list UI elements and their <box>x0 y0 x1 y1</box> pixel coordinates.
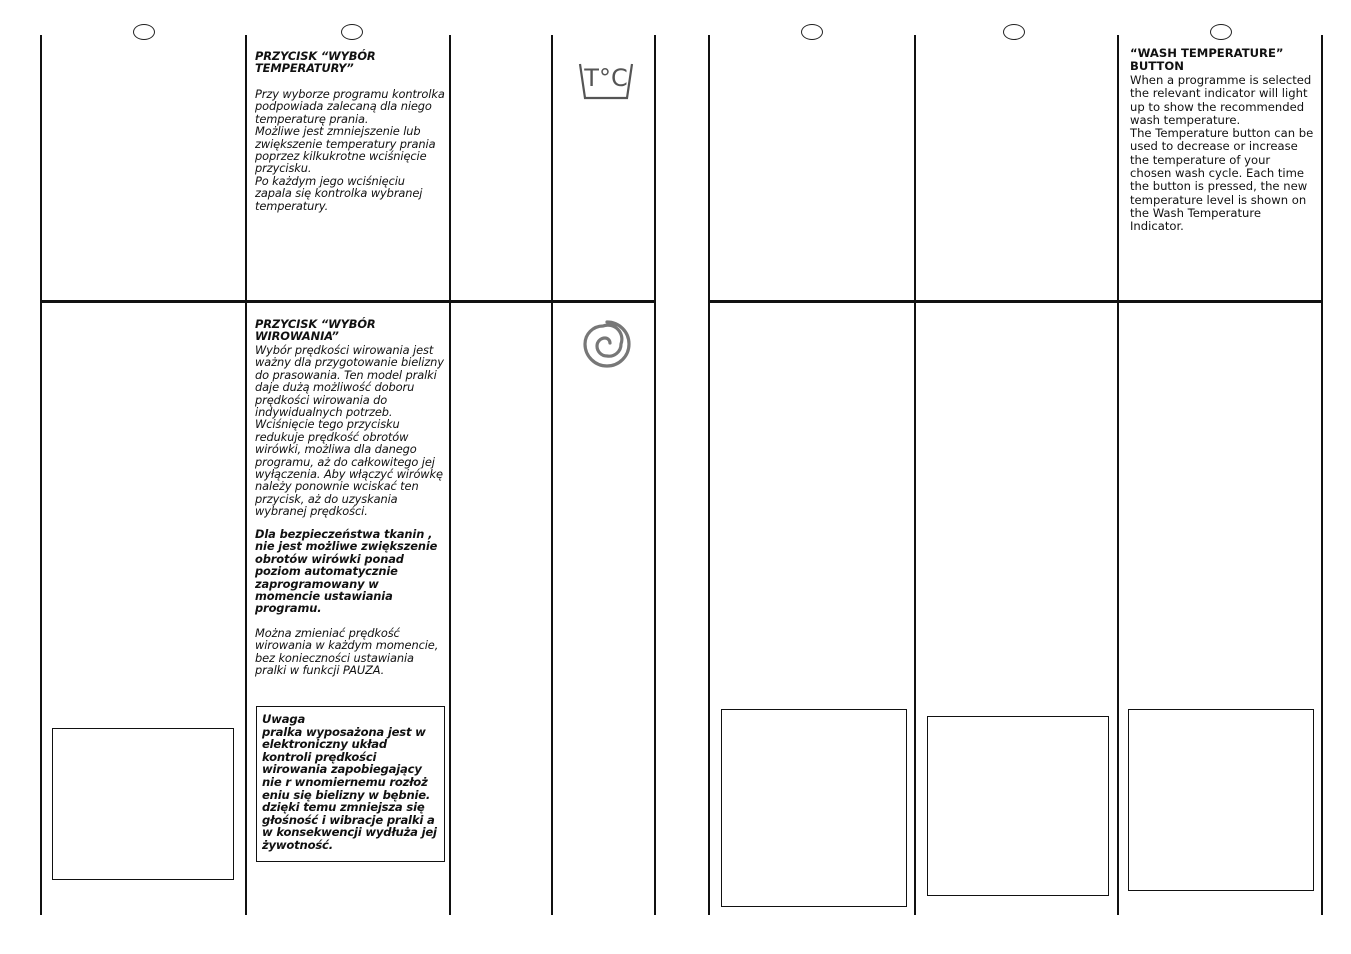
empty-box <box>52 728 234 880</box>
temperature-symbol: T°C <box>584 64 628 92</box>
temperature-heading-pl: PRZYCISK “WYBÓR TEMPERATURY” <box>255 49 376 76</box>
column-divider <box>654 35 656 915</box>
column-divider <box>708 35 710 915</box>
temperature-body-pl: Przy wyborze programu kontrolka podpowiada zalecaną dla niego temperaturę prania. Możliwe jest zmniejszenie lub zwiększenie temperatury prania poprzez kilkukrotne wciśnięcie przycisku. Po każdym jego wciśnięciu zapala się kontrolka wybranej temperatury. <box>255 87 445 213</box>
spin-warning-pl: Dla bezpieczeństwa tkanin , nie jest możliwe zwiększenie obrotów wirówki ponad poziom automatycznie zaprogramowany w momencie ustawiania programu. <box>255 527 438 616</box>
spin-heading-pl: PRZYCISK “WYBÓR WIROWANIA” <box>255 317 376 344</box>
spin-control-note <box>256 706 445 862</box>
temperature-heading-en: “WASH TEMPERATURE” BUTTON <box>1130 46 1284 74</box>
empty-box <box>1128 709 1314 891</box>
column-divider <box>449 35 451 915</box>
column-divider <box>245 35 247 915</box>
spin-body2-pl: Można zmieniać prędkość wirowania w każdym momencie, bez konieczności ustawiania pralki w funkcji PAUZA. <box>255 626 439 678</box>
column-divider <box>1321 35 1323 915</box>
language-marker-oval <box>133 24 155 40</box>
language-marker-oval <box>1003 24 1025 40</box>
empty-box <box>721 709 907 907</box>
empty-box <box>927 716 1109 896</box>
section-divider <box>708 300 1323 303</box>
language-marker-oval <box>341 24 363 40</box>
section-divider <box>40 300 656 303</box>
spin-icon <box>581 318 633 370</box>
column-divider <box>914 35 916 915</box>
column-divider <box>1117 35 1119 915</box>
temperature-body-en: When a programme is selected the relevant indicator will light up to show the recommended wash temperature. The Temperature button can be used to decrease or increase the temperature of your chosen wash cycle. Each time the button is pressed, the new temperature level is shown on the Wash Temperature Indicator. <box>1130 73 1314 234</box>
column-divider <box>40 35 42 915</box>
language-marker-oval <box>801 24 823 40</box>
column-divider <box>551 35 553 915</box>
spin-body-pl: Wybór prędkości wirowania jest ważny dla przygotowanie bielizny do prasowania. Ten model pralki daje dużą możliwość doboru prędkości wirowania do indywidualnych potrzeb. Wciśnięcie tego przycisku redukuje prędkość obrotów wirówki, możliwa dla danego programu, aż do całkowitego jej wyłączenia. Aby włączyć wirówkę należy ponownie wciskać ten przycisk, aż do uzyskania wybranej prędkości. <box>255 343 444 519</box>
wash-temperature-icon <box>577 58 635 104</box>
note-text: Uwaga pralka wyposażona jest w elektroniczny układ kontroli prędkości wirowania zapobiegający nie r wnomiernemu rozłoż eniu się bielizny w bębnie. dzięki temu zmniejsza się głośność i wibracje pralki a w konsekwencji wydłuża jej żywotność. <box>262 712 437 852</box>
language-marker-oval <box>1210 24 1232 40</box>
